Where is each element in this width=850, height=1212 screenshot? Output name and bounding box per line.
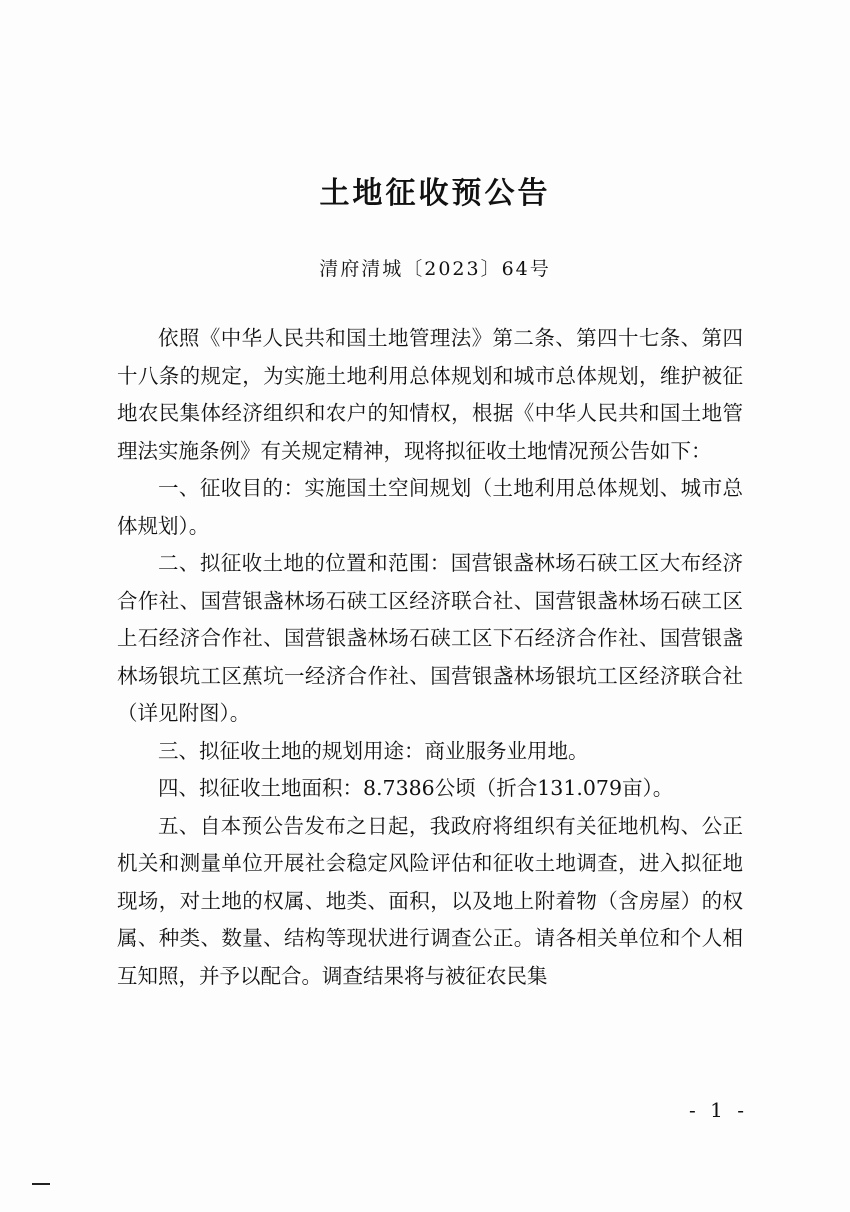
page-number: - 1 -: [689, 1098, 748, 1122]
paragraph-area: 四、拟征收土地面积：8.7386公顷（折合131.079亩）。: [158, 776, 674, 800]
paragraph-location: 二、拟征收土地的位置和范围：国营银盏林场石硖工区大布经济合作社、国营银盏林场石硖工区经济联合社、国营银盏林场石硖工区上石经济合作社、国营银盏林场石硖工区下石经济合作社、国营银盏林场银坑工区蕉坑一经济合作社、国营银盏林场银坑工区经济联合社（详见附图）。: [117, 551, 743, 725]
paragraph-purpose: 一、征收目的：实施国土空间规划（土地利用总体规划、城市总体规划）。: [117, 476, 743, 538]
document-number: 清府清城〔2023〕64号: [319, 258, 551, 280]
document-body: [117, 320, 743, 995]
paragraph-survey: 五、自本预公告发布之日起，我政府将组织有关征地机构、公正机关和测量单位开展社会稳定风险评估和征收土地调查，进入拟征地现场，对土地的权属、地类、面积，以及地上附着物（含房屋）的权属、种类、数量、结构等现状进行调查公正。请各相关单位和个人相互知照，并予以配合。调查结果将与被征农民集: [117, 813, 743, 988]
document-title: 土地征收预公告: [319, 176, 551, 211]
scan-artifact: [32, 1183, 50, 1185]
paragraph-land-use: 三、拟征收土地的规划用途：商业服务业用地。: [158, 738, 589, 763]
paragraph-intro: 依照《中华人民共和国土地管理法》第二条、第四十七条、第四十八条的规定，为实施土地利用总体规划和城市总体规划，维护被征地农民集体经济组织和农户的知情权，根据《中华人民共和国土地管理法实施条例》有关规定精神，现将拟征收土地情况预公告如下：: [117, 326, 743, 463]
